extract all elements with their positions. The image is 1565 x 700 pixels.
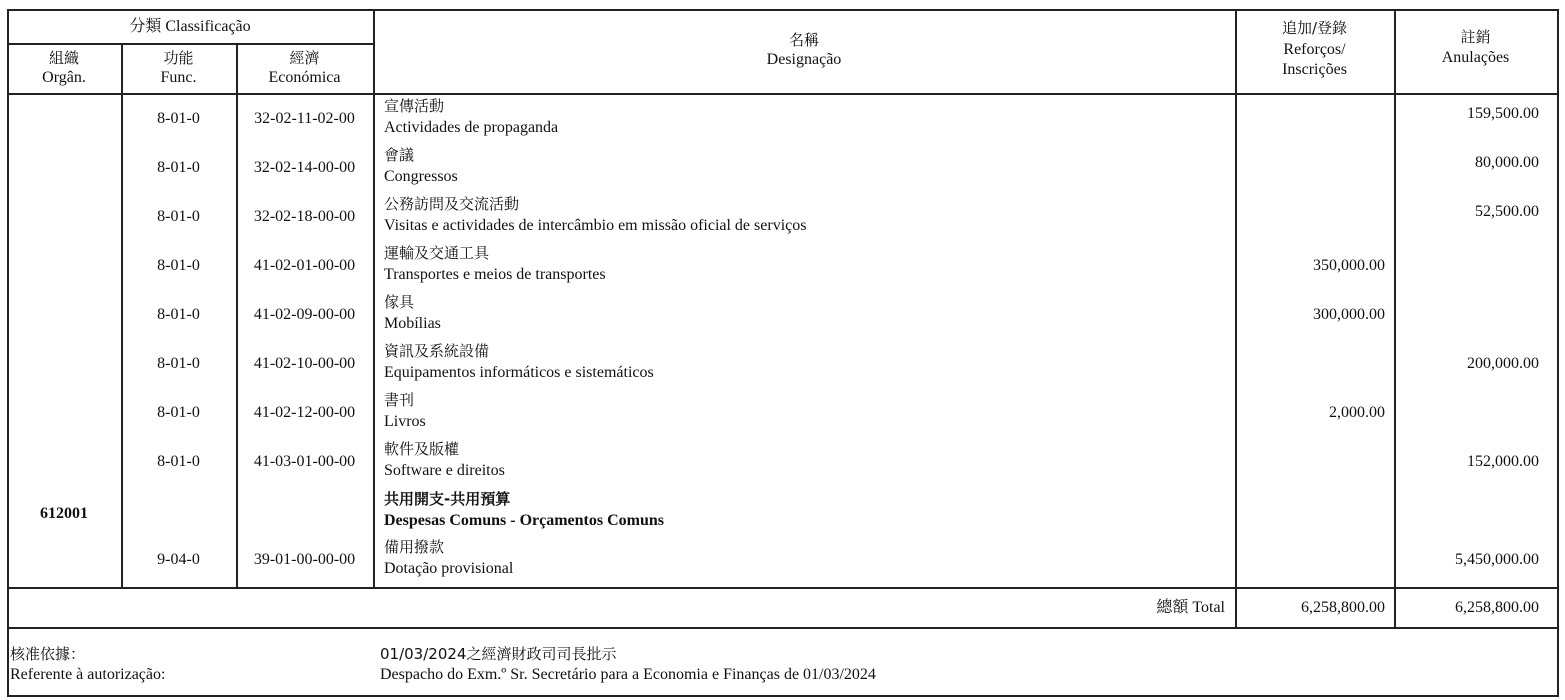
designation-pt: Software e direitos [384, 462, 505, 479]
designation-header-pt: Designação [766, 51, 842, 68]
func-code: 8-01-0 [157, 257, 200, 274]
econ-code: 41-03-01-00-00 [253, 453, 356, 470]
designation-pt: Congressos [384, 168, 458, 185]
anulacoes-amount: 80,000.00 [1475, 154, 1539, 171]
authorization-text-pt: Despacho do Exm.º Sr. Secretário para a Economia e Finanças de 01/03/2024 [380, 666, 876, 683]
body-bottom-border [7, 587, 1559, 589]
econ-code: 41-02-01-00-00 [253, 257, 356, 274]
table-row [7, 389, 1559, 438]
designation-zh: 會議 [384, 146, 415, 164]
func-code: 8-01-0 [157, 208, 200, 225]
econ-code: 32-02-14-00-00 [253, 159, 356, 176]
reforcos-header-pt1: Reforços/ [1283, 41, 1346, 58]
anulacoes-amount: 152,000.00 [1467, 453, 1539, 470]
budget-table [7, 9, 1559, 697]
total-anulacoes: 6,258,800.00 [1455, 599, 1539, 616]
table-bottom-border [7, 695, 1559, 697]
func-header-zh: 功能 [163, 49, 194, 67]
func-header-pt: Func. [160, 69, 197, 86]
designation-zh: 運輸及交通工具 [384, 244, 490, 262]
table-top-border [7, 9, 1559, 11]
reforcos-header-zh: 追加/登錄 [1281, 19, 1348, 37]
econ-header-pt: Económica [268, 69, 341, 86]
designation-zh: 備用撥款 [384, 538, 445, 556]
table-row [7, 242, 1559, 291]
table-row [7, 95, 1559, 144]
anulacoes-amount: 200,000.00 [1467, 355, 1539, 372]
anulacoes-amount: 5,450,000.00 [1455, 551, 1539, 568]
reforcos-amount: 2,000.00 [1329, 404, 1385, 421]
func-code: 8-01-0 [157, 110, 200, 127]
designation-pt: Transportes e meios de transportes [384, 266, 606, 283]
table-row [7, 536, 1559, 586]
designation-header-zh: 名稱 [788, 31, 819, 49]
econ-code: 41-02-10-00-00 [253, 355, 356, 372]
anulacoes-header-pt: Anulações [1441, 49, 1510, 66]
table-row [7, 340, 1559, 389]
designation-zh: 宣傳活動 [384, 97, 445, 115]
econ-code: 41-02-09-00-00 [253, 306, 356, 323]
designation-pt: Dotação provisional [384, 560, 514, 577]
total-reforcos: 6,258,800.00 [1301, 599, 1385, 616]
func-code: 8-01-0 [157, 355, 200, 372]
econ-header-zh: 經濟 [289, 49, 320, 67]
group-designation-zh: 共用開支-共用預算 [384, 490, 511, 508]
designation-pt: Mobílias [384, 315, 441, 332]
econ-code: 41-02-12-00-00 [253, 404, 356, 421]
designation-zh: 傢具 [384, 293, 415, 311]
designation-zh: 公務訪問及交流活動 [384, 195, 520, 213]
designation-pt: Equipamentos informáticos e sistemáticos [384, 364, 654, 381]
anulacoes-amount: 52,500.00 [1475, 203, 1539, 220]
group-designation-pt: Despesas Comuns - Orçamentos Comuns [384, 512, 665, 529]
anulacoes-amount: 159,500.00 [1467, 105, 1539, 122]
classification-header: 分類 Classificação [129, 18, 251, 35]
designation-pt: Livros [384, 413, 426, 430]
organ-header-zh: 組織 [48, 49, 79, 67]
classification-divider [7, 43, 374, 45]
func-code: 8-01-0 [157, 404, 200, 421]
table-row [7, 193, 1559, 242]
econ-code: 39-01-00-00-00 [253, 551, 356, 568]
total-label: 總額 Total [1156, 599, 1225, 616]
func-code: 8-01-0 [157, 306, 200, 323]
table-row [7, 291, 1559, 340]
designation-zh: 書刊 [384, 391, 415, 409]
organ-code: 612001 [40, 505, 88, 522]
designation-zh: 軟件及版權 [384, 440, 460, 458]
econ-code: 32-02-11-02-00 [254, 110, 355, 127]
reforcos-amount: 350,000.00 [1313, 257, 1385, 274]
reforcos-amount: 300,000.00 [1313, 306, 1385, 323]
designation-zh: 資訊及系統設備 [384, 342, 490, 360]
designation-pt: Actividades de propaganda [384, 119, 559, 136]
table-row [7, 438, 1559, 487]
total-bottom-border [7, 627, 1559, 629]
reforcos-header-pt2: Inscrições [1282, 61, 1347, 78]
func-code: 9-04-0 [157, 551, 200, 568]
authorization-text-zh: 01/03/2024之經濟財政司司長批示 [380, 645, 617, 663]
table-row [7, 144, 1559, 193]
func-code: 8-01-0 [157, 453, 200, 470]
designation-pt: Visitas e actividades de intercâmbio em missão oficial de serviços [384, 217, 807, 234]
authorization-label-pt: Referente à autorização: [10, 666, 166, 683]
authorization-label-zh: 核准依據： [10, 645, 86, 663]
organ-header-pt: Orgân. [42, 69, 86, 86]
group-row [7, 487, 1559, 536]
anulacoes-header-zh: 註銷 [1460, 28, 1491, 46]
func-code: 8-01-0 [157, 159, 200, 176]
econ-code: 32-02-18-00-00 [253, 208, 356, 225]
